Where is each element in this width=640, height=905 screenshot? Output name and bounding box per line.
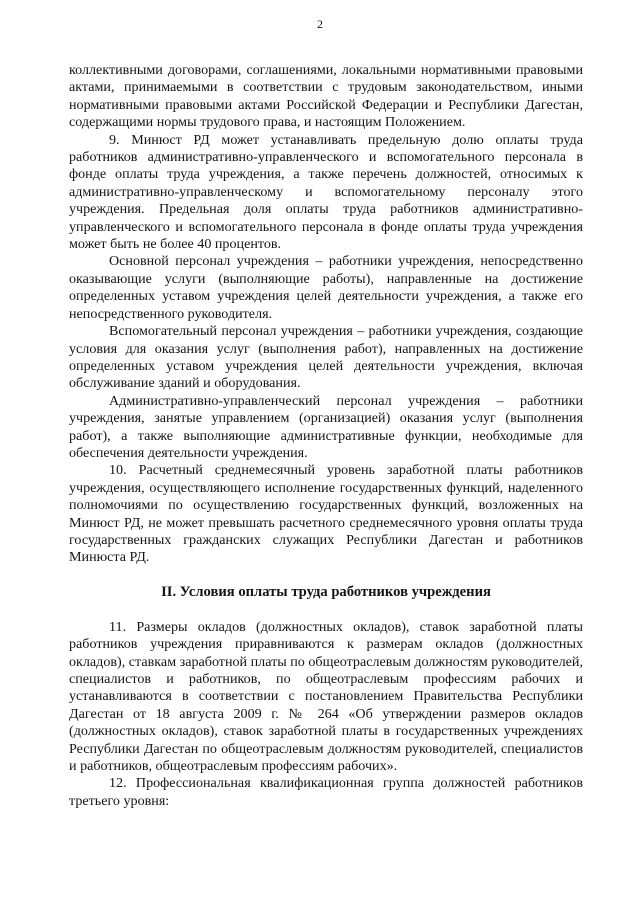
document-body bbox=[69, 62, 583, 810]
paragraph-item-9: 9. Минюст РД может устанавливать предельную долю оплаты труда работников административно-управленческого и вспомогательного персонала в фонде оплаты труда учреждения, а также перечень должностей, относимых к административно-управленческому и вспомогательному персоналу этого учреждения. Предельная доля оплаты труда работников административно-управленческого и вспомогательного персонала в фонде оплаты труда учреждения может быть не более 40 процентов. bbox=[69, 131, 583, 253]
paragraph-main-staff: Основной персонал учреждения – работники учреждения, непосредственно оказывающие услуги (выполняющие работы), направленные на достижение определенных уставом учреждения целей деятельности учреждения, а также его непосредственного руководителя. bbox=[69, 253, 583, 322]
paragraph-continuation: коллективными договорами, соглашениями, локальными нормативными правовыми актами, принимаемыми в соответствии с трудовым законодательством, иными нормативными правовыми актами Российской Федерации и Республики Дагестан, содержащими нормы трудового права, и настоящим Положением. bbox=[69, 62, 583, 131]
page-number: 2 bbox=[317, 17, 323, 31]
paragraph-item-11: 11. Размеры окладов (должностных окладов), ставок заработной платы работников учреждения приравниваются к размерам окладов (должностных окладов), ставкам заработной платы по общеотраслевым должностям руководителей, специалистов и работников, по общеотраслевым профессиям рабочих и устанавливаются в соответствии с постановлением Правительства Республики Дагестан от 18 августа 2009 г. № 264 «Об утверждении размеров окладов (должностных окладов), ставок заработной платы в государственных учреждениях Республики Дагестан по общеотраслевым должностям руководителей, специалистов и работников, общеотраслевым профессиям рабочих». bbox=[69, 618, 583, 775]
paragraph-admin-staff: Административно-управленческий персонал учреждения – работники учреждения, занятые управлением (организацией) оказания услуг (выполнения работ), а также выполняющие административные функции, необходимые для обеспечения деятельности учреждения. bbox=[69, 392, 583, 461]
paragraph-item-12: 12. Профессиональная квалификационная группа должностей работников третьего уровня: bbox=[69, 775, 583, 809]
paragraph-support-staff: Вспомогательный персонал учреждения – работники учреждения, создающие условия для оказания услуг (выполнения работ), направленных на достижение определенных уставом учреждения целей деятельности учреждения, включая обслуживание зданий и оборудования. bbox=[69, 323, 583, 392]
section-heading: II. Условия оплаты труда работников учреждения bbox=[161, 583, 491, 600]
paragraph-item-10: 10. Расчетный среднемесячный уровень заработной платы работников учреждения, осуществляющего исполнение государственных функций, наделенного полномочиями по осуществлению государственных функций, возложенных на Минюст РД, не может превышать расчетного среднемесячного уровня оплаты труда государственных гражданских служащих Республики Дагестан и работников Минюста РД. bbox=[69, 462, 583, 566]
